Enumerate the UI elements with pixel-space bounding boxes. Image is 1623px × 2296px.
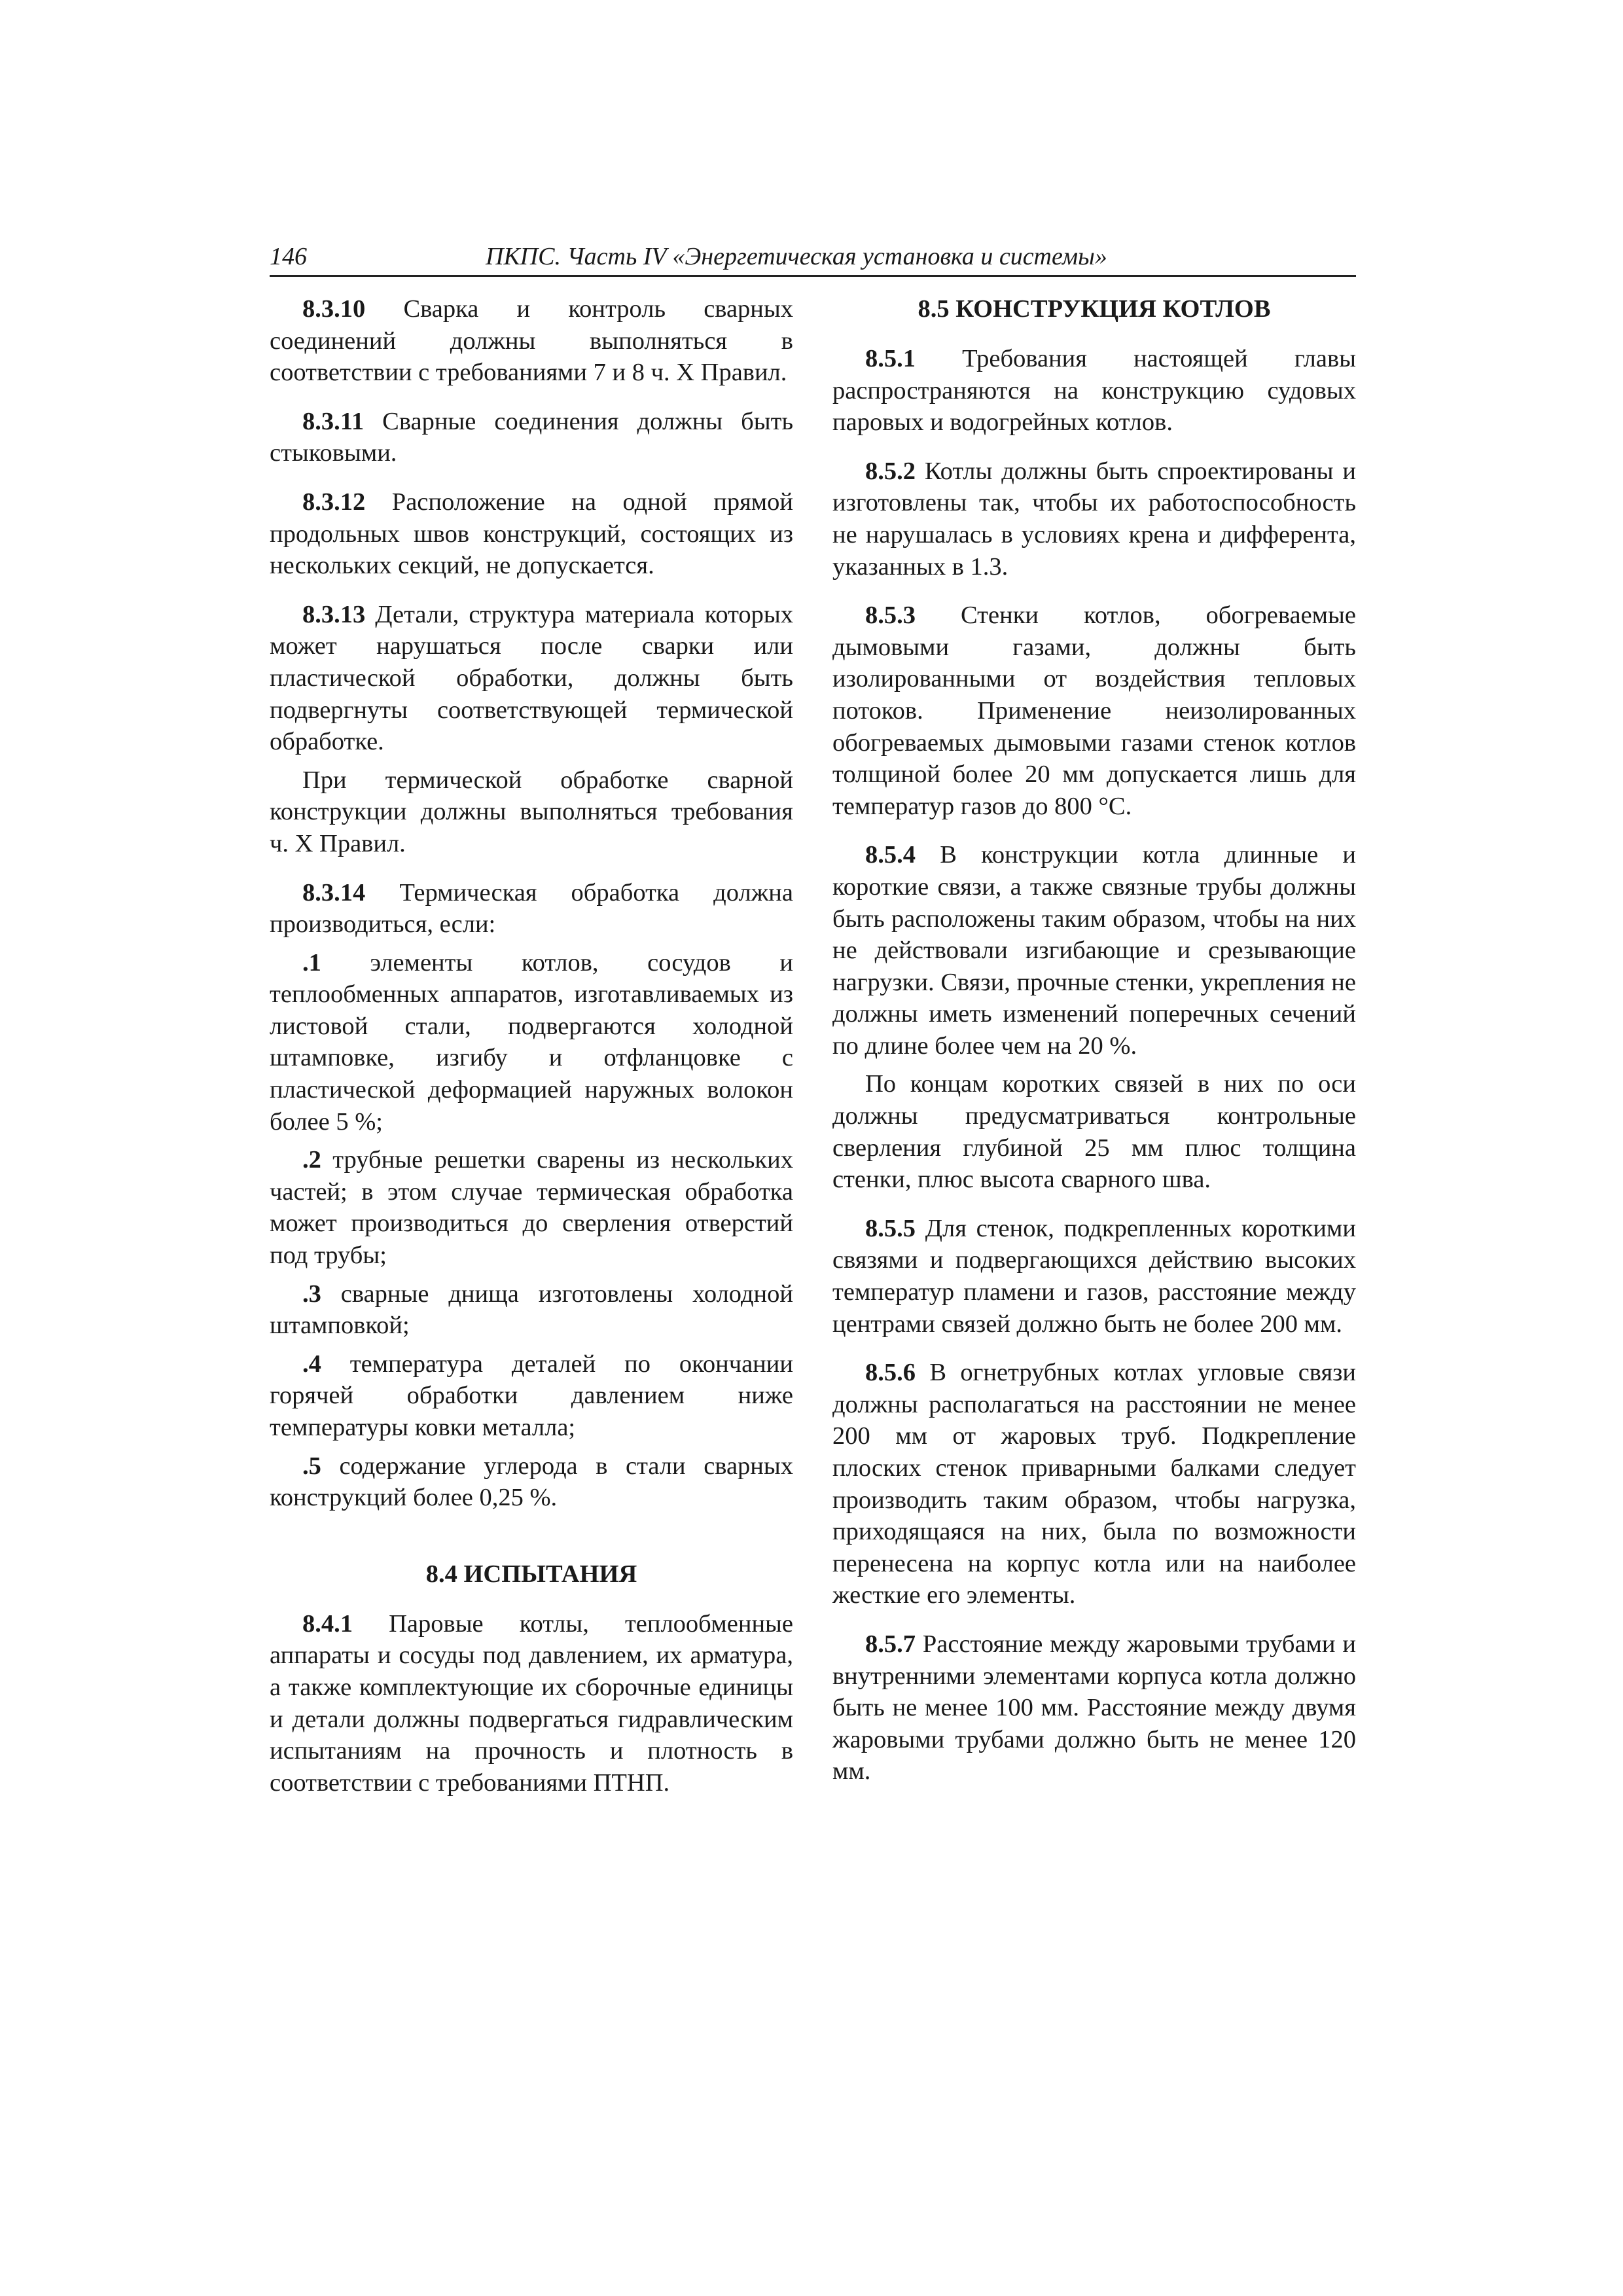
clause-number: 8.5.3 — [865, 601, 916, 630]
paragraph-8-3-13 — [270, 599, 793, 758]
paragraph-8-5-4-continued: По концам коротких связей в них по оси должны предусматриваться контрольные сверления глубиной 25 мм плюс толщина стенки, плюс высота сварного шва. — [832, 1070, 1356, 1194]
clause-text: Расстояние между жаровыми трубами и внутренними элементами корпуса котла должно быть не менее 100 мм. Расстояние между двумя жаровыми трубами должно быть не менее 120 мм. — [832, 1630, 1356, 1785]
paragraph-8-5-6 — [832, 1357, 1356, 1611]
item-text: элементы котлов, сосудов и теплообменных аппаратов, изготавливаемых из листовой стали, подвергаются холодной штамповке, изгибу и отфланцовке с пластической деформацией наружных волокон более 5 %; — [270, 948, 793, 1136]
clause-number: 8.5.5 — [865, 1214, 916, 1242]
paragraph-8-5-3 — [832, 600, 1356, 822]
paragraph-8-3-13-continued: При термической обработке сварной конструкции должны выполняться требования ч. X Правил. — [270, 766, 793, 857]
paragraph-8-3-12 — [270, 486, 793, 582]
clause-number: 8.3.13 — [302, 600, 366, 628]
list-item-5 — [270, 1450, 793, 1514]
item-number: .2 — [302, 1146, 321, 1174]
paragraph-8-5-2 — [832, 456, 1356, 583]
clause-number: 8.5.7 — [865, 1630, 916, 1658]
list-item-4 — [270, 1348, 793, 1444]
list-item-3 — [270, 1278, 793, 1342]
clause-number: 8.3.10 — [302, 295, 366, 323]
clause-text: В конструкции котла длинные и короткие связи, а также связные трубы должны быть расположены таким образом, чтобы на них не действовали изгибающие и срезывающие нагрузки. Связи, прочные стенки, укрепления не должны иметь изменений поперечных сечений по длине более чем на 20 %. — [832, 841, 1356, 1060]
paragraph-8-5-1 — [832, 343, 1356, 439]
page-number: 146 — [270, 243, 307, 270]
paragraph-8-5-7 — [832, 1628, 1356, 1787]
paragraph-8-4-1 — [270, 1608, 793, 1799]
item-text: трубные решетки сварены из нескольких частей; в этом случае термическая обработка может производиться до сверления отверстий под трубы; — [270, 1146, 793, 1270]
list-item-1 — [270, 947, 793, 1138]
clause-text: Для стенок, подкрепленных короткими связями и подвергающихся действию высоких температур пламени и газов, расстояние между центрами связей должно быть не более 200 мм. — [832, 1214, 1356, 1338]
clause-number: 8.5.4 — [865, 841, 916, 869]
paragraph-8-3-14 — [270, 877, 793, 941]
clause-number: 8.5.6 — [865, 1359, 916, 1387]
clause-number: 8.3.12 — [302, 488, 366, 516]
item-text: сварные днища изготовлены холодной штамповкой; — [270, 1280, 793, 1340]
page-header — [270, 241, 1356, 277]
right-column — [832, 293, 1356, 1804]
paragraph-8-3-11 — [270, 406, 793, 469]
clause-text: В огнетрубных котлах угловые связи должны располагаться на расстоянии не менее 200 мм от жаровых труб. Подкрепление плоских стенок приварными балками следует производить таким образом, чтобы нагрузка, приходящаяся на них, была по возможности перенесена на корпус котла или на наиболее жесткие его элементы. — [832, 1359, 1356, 1609]
left-column — [270, 293, 793, 1816]
section-heading-8-4: 8.4 ИСПЫТАНИЯ — [425, 1560, 637, 1588]
clause-text: Паровые котлы, теплообменные аппараты и сосуды под давлением, их арматура, а также комплектующие их сборочные единицы и детали должны подвергаться гидравлическим испытаниям на прочность и плотность в соответствии с требованиями ПТНП. — [270, 1609, 793, 1797]
clause-text: Стенки котлов, обогреваемые дымовыми газами, должны быть изолированными от воздействия тепловых потоков. Применение неизолированных обогреваемых дымовыми газами стенок котлов толщиной более 20 мм допускается лишь для температур газов до 800 °С. — [832, 601, 1356, 820]
item-number: .3 — [302, 1280, 321, 1308]
clause-number: 8.4.1 — [302, 1609, 353, 1638]
clause-text: Детали, структура материала которых может нарушаться после сварки или пластической обработки, должны быть подвергнуты соответствующей термической обработке. — [270, 600, 793, 756]
clause-text: Сварка и контроль сварных соединений должны выполняться в соответствии с требованиями 7 и 8 ч. X Правил. — [270, 295, 794, 387]
item-number: .4 — [302, 1350, 321, 1378]
paragraph-8-5-4 — [832, 839, 1356, 1062]
clause-text: Требования настоящей главы распространяются на конструкцию судовых паровых и водогрейных котлов. — [832, 345, 1357, 437]
item-number: .1 — [302, 948, 321, 977]
clause-number: 8.5.2 — [865, 457, 916, 485]
clause-text: Котлы должны быть спроектированы и изготовлены так, чтобы их работоспособность не нарушалась в условиях крена и дифферента, указанных в 1.3. — [832, 457, 1356, 581]
clause-number: 8.3.11 — [302, 407, 365, 435]
section-heading-8-5: 8.5 КОНСТРУКЦИЯ КОТЛОВ — [918, 295, 1271, 323]
paragraph-8-3-10 — [270, 293, 793, 389]
list-item-2 — [270, 1144, 793, 1271]
clause-text: Расположение на одной прямой продольных швов конструкций, состоящих из нескольких секций, не допускается. — [270, 488, 793, 580]
paragraph-8-5-5 — [832, 1213, 1356, 1340]
item-text: содержание углерода в стали сварных конструкций более 0,25 %. — [270, 1452, 794, 1512]
item-number: .5 — [302, 1452, 321, 1480]
clause-text: Термическая обработка должна производиться, если: — [270, 878, 793, 939]
clause-number: 8.3.14 — [302, 878, 366, 906]
clause-text: Сварные соединения должны быть стыковыми. — [270, 407, 794, 467]
running-title: ПКПС. Часть IV «Энергетическая установка и системы» — [486, 243, 1107, 270]
clause-number: 8.5.1 — [865, 345, 916, 372]
item-text: температура деталей по окончании горячей обработки давлением ниже температуры ковки металла; — [270, 1350, 793, 1441]
